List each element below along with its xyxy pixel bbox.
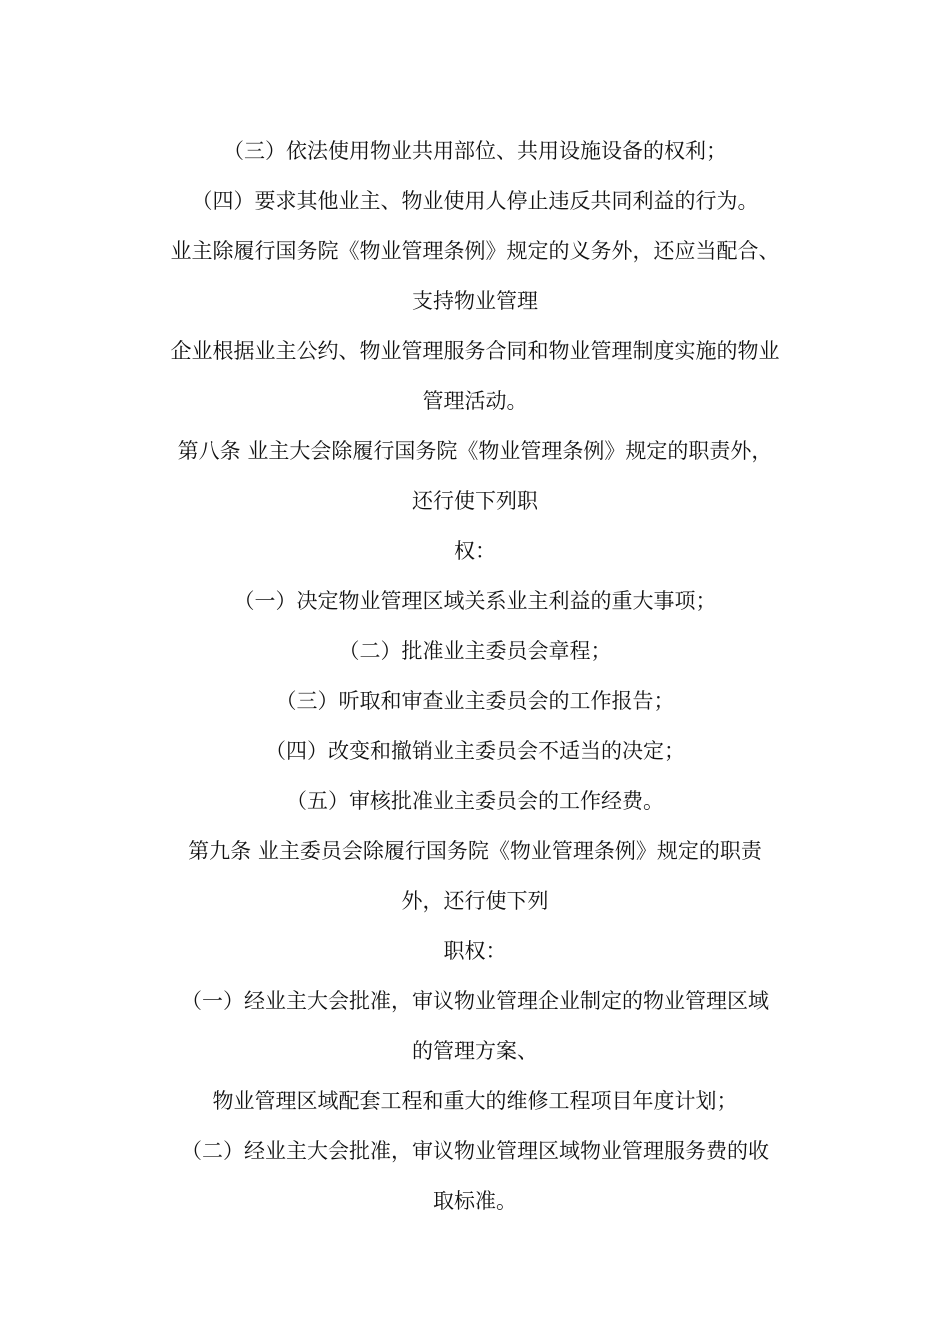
- article-9-heading: 第九条 业主委员会除履行国务院《物业管理条例》规定的职责: [188, 839, 762, 863]
- text-line: 业主除履行国务院《物业管理条例》规定的义务外，还应当配合、: [170, 239, 780, 263]
- text-line: （四）改变和撤销业主委员会不适当的决定；: [265, 739, 685, 763]
- text-line: 物业管理区域配套工程和重大的维修工程项目年度计划；: [212, 1089, 738, 1113]
- article-8-heading: 第八条 业主大会除履行国务院《物业管理条例》规定的职责外，: [177, 439, 773, 463]
- text-line: （二）批准业主委员会章程；: [338, 639, 612, 663]
- text-line: （三）依法使用物业共用部位、共用设施设备的权利；: [223, 139, 727, 163]
- text-line: （二）经业主大会批准，审议物业管理区域物业管理服务费的收: [181, 1139, 769, 1163]
- text-line: （四）要求其他业主、物业使用人停止违反共同利益的行为。: [191, 189, 759, 213]
- text-line: 企业根据业主公约、物业管理服务合同和物业管理制度实施的物业: [170, 339, 780, 363]
- text-line: 的管理方案、: [412, 1039, 538, 1063]
- text-line: 还行使下列职: [412, 489, 538, 513]
- text-line: 管理活动。: [422, 389, 528, 413]
- text-line: 取标准。: [433, 1189, 517, 1213]
- text-line: （一）决定物业管理区域关系业主利益的重大事项；: [233, 589, 717, 613]
- text-line: 权：: [454, 539, 496, 563]
- text-line: 职权：: [443, 939, 507, 963]
- text-line: （五）审核批准业主委员会的工作经费。: [286, 789, 664, 813]
- text-line: （三）听取和审查业主委员会的工作报告；: [275, 689, 675, 713]
- text-line: 外，还行使下列: [401, 889, 549, 913]
- text-line: （一）经业主大会批准，审议物业管理企业制定的物业管理区域: [181, 989, 769, 1013]
- text-line: 支持物业管理: [412, 289, 538, 313]
